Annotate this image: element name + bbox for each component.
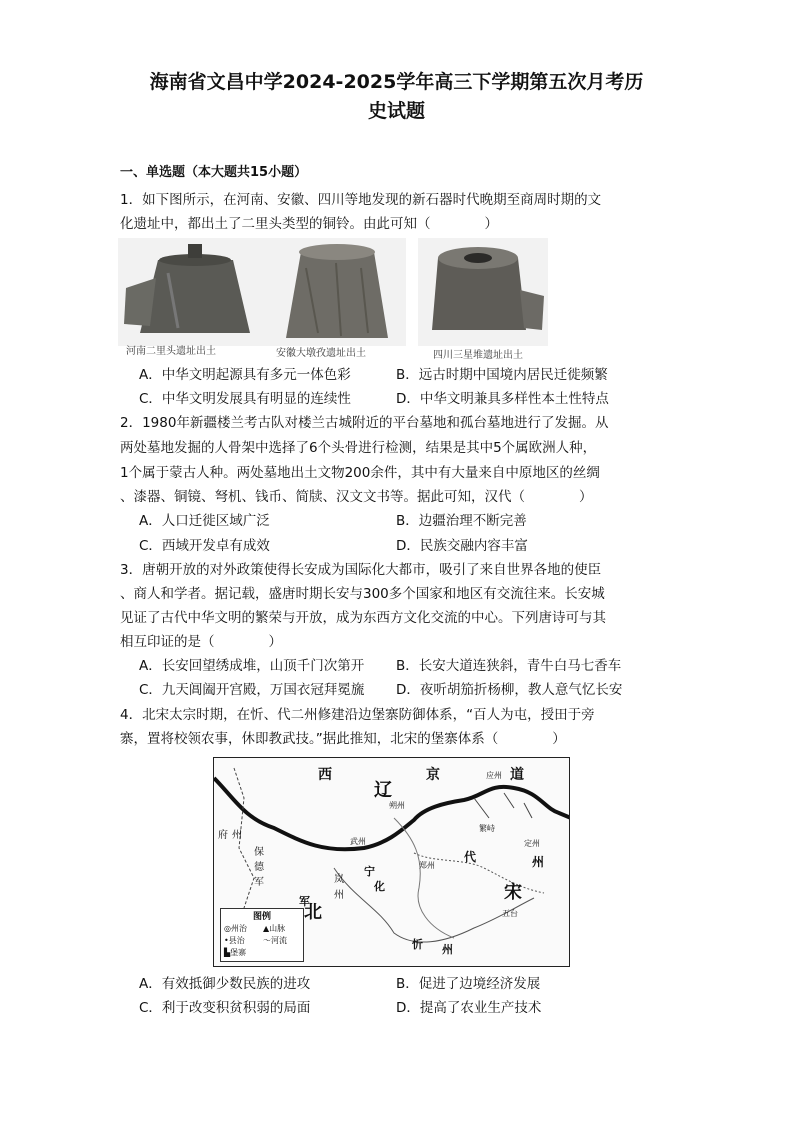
q2-stem-line: 、漆器、铜镜、弩机、钱币、简牍、汉文文书等。据此可知，汉代（ ） bbox=[120, 489, 593, 505]
page-title-line2: 史试题 bbox=[367, 100, 425, 122]
q4-option-d[interactable]: D．提高了农业生产技术 bbox=[396, 1000, 542, 1016]
river-icon: ～ bbox=[263, 936, 271, 945]
map-label: 辽 bbox=[374, 780, 392, 801]
q1-photo-caption: 安徽大墩孜遗址出土 bbox=[276, 348, 366, 359]
q3-stem-line: 见证了古代中华文明的繁荣与开放，成为东西方文化交流的中心。下列唐诗可与其 bbox=[120, 610, 606, 626]
map-label: 朔州 bbox=[389, 801, 405, 810]
q3-option-c[interactable]: C．九天阊阖开宫殿，万国衣冠拜冕旒 bbox=[139, 682, 365, 698]
bell-photo-erlitou bbox=[118, 238, 268, 346]
legend-item: 县治 bbox=[228, 936, 245, 945]
map-label: 武州 bbox=[350, 837, 366, 846]
map-label: 五台 bbox=[502, 909, 518, 918]
map-label: 化 bbox=[374, 880, 385, 893]
q2-option-a[interactable]: A．人口迁徙区域广泛 bbox=[139, 513, 270, 529]
q3-option-b[interactable]: B．长安大道连狭斜，青牛白马七香车 bbox=[396, 658, 622, 674]
map-label: 定州 bbox=[524, 839, 540, 848]
map-label: 宋 bbox=[504, 882, 522, 903]
q4-map bbox=[213, 757, 570, 967]
circle-icon: ◎ bbox=[224, 924, 231, 933]
map-label: 北 bbox=[304, 902, 322, 923]
q1-option-a[interactable]: A．中华文明起源具有多元一体色彩 bbox=[139, 367, 351, 383]
legend-item: 河流 bbox=[271, 936, 287, 945]
bell-photo-dadunzi bbox=[266, 238, 406, 346]
q3-stem-line: 、商人和学者。据记载，盛唐时期长安与300多个国家和地区有交流往来。长安城 bbox=[120, 586, 605, 602]
legend-title: 图例 bbox=[252, 912, 271, 922]
q2-option-b[interactable]: B．边疆治理不断完善 bbox=[396, 513, 527, 529]
map-label: 繁峙 bbox=[479, 824, 495, 833]
map-label: 德 bbox=[254, 862, 264, 873]
q3-option-a[interactable]: A．长安回望绣成堆，山顶千门次第开 bbox=[139, 658, 365, 674]
q1-stem-line: 化遗址中，都出土了二里头类型的铜铃。由此可知（ ） bbox=[120, 216, 498, 232]
q4-option-a[interactable]: A．有效抵御少数民族的进攻 bbox=[139, 976, 311, 992]
dot-icon: • bbox=[224, 936, 229, 945]
q1-stem-line: 1．如下图所示，在河南、安徽、四川等地发现的新石器时代晚期至商周时期的文 bbox=[120, 192, 602, 208]
q2-stem-line: 两处墓地发掘的人骨架中选择了6个头骨进行检测，结果是其中5个属欧洲人种， bbox=[120, 440, 597, 456]
legend-item: 山脉 bbox=[269, 924, 286, 933]
map-label: 西 bbox=[318, 767, 332, 783]
map-label: 岚 bbox=[334, 874, 344, 885]
q4-option-b[interactable]: B．促进了边境经济发展 bbox=[396, 976, 541, 992]
map-label: 州 bbox=[232, 830, 242, 841]
q1-photo-caption: 河南二里头遗址出土 bbox=[126, 346, 216, 357]
q2-stem-line: 2．1980年新疆楼兰考古队对楼兰古城附近的平台墓地和孤台墓地进行了发掘。从 bbox=[120, 415, 609, 431]
q1-option-d[interactable]: D．中华文明兼具多样性本土性特点 bbox=[396, 391, 609, 407]
map-label: 忻 bbox=[412, 938, 423, 951]
legend-item: 堡寨 bbox=[230, 948, 247, 957]
map-label: 保 bbox=[254, 847, 264, 858]
map-legend bbox=[220, 908, 304, 962]
mountain-icon: ▲ bbox=[263, 924, 270, 933]
map-label: 宁 bbox=[364, 865, 375, 878]
map-label: 军 bbox=[299, 895, 310, 908]
q2-stem-line: 1个属于蒙古人种。两处墓地出土文物200余件，其中有大量来自中原地区的丝绸 bbox=[120, 465, 600, 481]
map-label: 州 bbox=[442, 943, 453, 956]
page-title-line1: 海南省文昌中学2024-2025学年高三下学期第五次月考历 bbox=[149, 71, 644, 93]
q4-stem-line: 4．北宋太宗时期，在忻、代二州修建沿边堡寨防御体系，“百人为屯，授田于旁 bbox=[120, 707, 595, 723]
legend-item: 州治 bbox=[230, 924, 247, 933]
map-label: 代 bbox=[464, 850, 477, 864]
map-label: 府 bbox=[218, 830, 228, 841]
q2-option-d[interactable]: D．民族交融内容丰富 bbox=[396, 538, 528, 554]
bell-photo-sanxingdui bbox=[418, 238, 548, 346]
map-label: 京 bbox=[426, 767, 440, 783]
q3-stem-line: 相互印证的是（ ） bbox=[120, 634, 282, 650]
q1-option-b[interactable]: B．远古时期中国境内居民迁徙频繁 bbox=[396, 367, 608, 383]
map-label: 州 bbox=[532, 855, 545, 869]
q4-stem-line: 寨，置将校领农事，休即教武技。”据此推知，北宋的堡寨体系（ ） bbox=[120, 731, 566, 747]
q2-option-c[interactable]: C．西域开发卓有成效 bbox=[139, 538, 270, 554]
map-label: 道 bbox=[510, 767, 524, 783]
q3-option-d[interactable]: D．夜听胡笳折杨柳，教人意气忆长安 bbox=[396, 682, 623, 698]
section-heading: 一、单选题（本大题共15小题） bbox=[120, 165, 308, 180]
q1-photo-caption: 四川三星堆遗址出土 bbox=[433, 350, 523, 361]
map-label: 应州 bbox=[486, 771, 502, 780]
q4-option-c[interactable]: C．利于改变积贫积弱的局面 bbox=[139, 1000, 311, 1016]
fort-icon: ▙ bbox=[224, 948, 231, 957]
q3-stem-line: 3．唐朝开放的对外政策使得长安成为国际化大都市，吸引了来自世界各地的使臣 bbox=[120, 562, 602, 578]
map-label: 军 bbox=[254, 877, 264, 888]
q1-option-c[interactable]: C．中华文明发展具有明显的连续性 bbox=[139, 391, 351, 407]
map-label: 州 bbox=[334, 890, 344, 901]
map-label: 郑州 bbox=[419, 861, 435, 870]
